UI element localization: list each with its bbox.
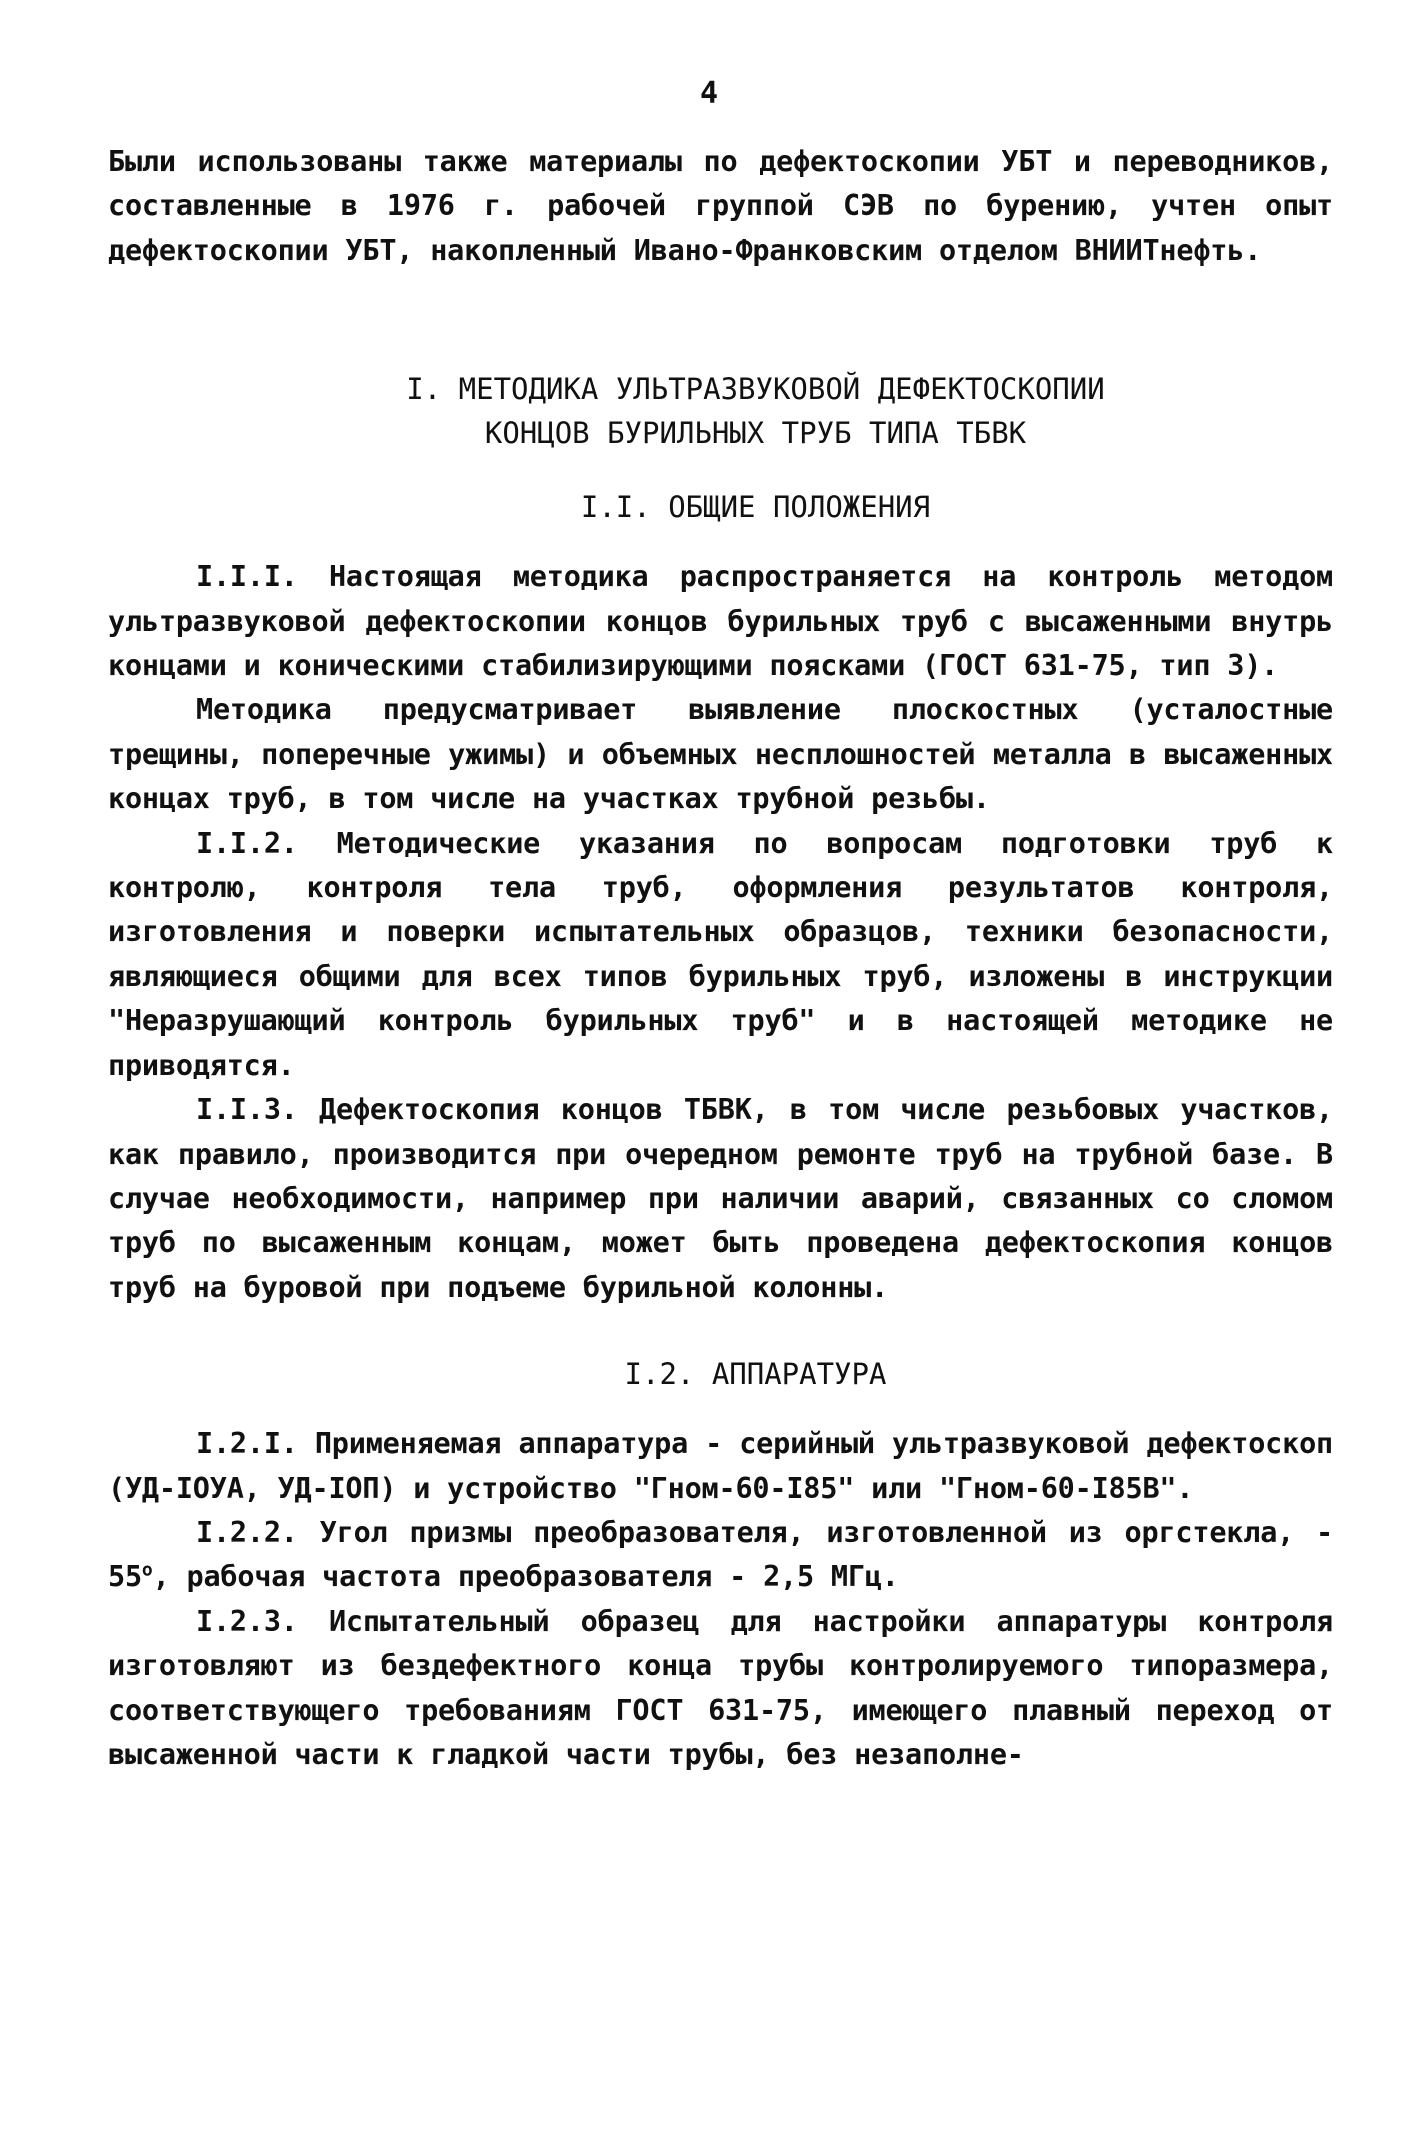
intro-paragraph: Были использованы также материалы по дефектоскопии УБТ и переводников, составленные в 1976 г. рабочей группой СЭВ по бурению, учтен опыт дефектоскопии УБТ, накопленный Ивано-Франковским отделом ВНИИТнефть. bbox=[108, 145, 1333, 267]
degree-mark: о bbox=[141, 1559, 153, 1581]
section-1-title-line1: I. МЕТОДИКА УЛЬТРАЗВУКОВОЙ ДЕФЕКТОСКОПИИ bbox=[406, 372, 1105, 407]
subsection-1-2-title: I.2. АППАРАТУРА bbox=[624, 1357, 887, 1392]
paragraph-1-2-1: I.2.I. Применяемая аппаратура - серийный ультразвуковой дефектоскоп (УД-IОУА, УД-IОП) и устройство "Гном-60-I85" или "Гном-60-I85В". bbox=[108, 1427, 1333, 1505]
page-number: 4 bbox=[699, 76, 719, 111]
paragraph-1-2-2-part1: I.2.2. Угол призмы преобразователя, изготовленной из оргстекла, - 55 bbox=[108, 1515, 1333, 1594]
paragraph-1-2-2 bbox=[108, 1511, 1333, 1600]
section-1-title-line2: КОНЦОВ БУРИЛЬНЫХ ТРУБ ТИПА ТБВК bbox=[484, 416, 1027, 451]
paragraph-1-1-1-cont: Методика предусматривает выявление плоскостных (усталостные трещины, поперечные ужимы) и объемных несплошностей металла в высаженных концах труб, в том числе на участках трубной резьбы. bbox=[108, 693, 1333, 816]
paragraph-1-1-1: I.I.I. Настоящая методика распространяется на контроль методом ультразвуковой дефектоскопии концов бурильных труб с высаженными внутрь концами и коническими стабилизирующими поясками (ГОСТ 631-75, тип 3). bbox=[108, 560, 1333, 683]
paragraph-1-2-2-part2: , рабочая частота преобразователя - 2,5 МГц. bbox=[152, 1560, 899, 1594]
paragraph-1-1-3: I.I.3. Дефектоскопия концов ТБВК, в том числе резьбовых участков, как правило, производится при очередном ремонте труб на трубной базе. В случае необходимости, например при наличии аварий, связанных со сломом труб по высаженным концам, может быть проведена дефектоскопия концов труб на буровой при подъеме бурильной колонны. bbox=[108, 1093, 1333, 1304]
paragraph-1-2-3: I.2.3. Испытательный образец для настройки аппаратуры контроля изготовляют из бездефектного конца трубы контролируемого типоразмера, соответствующего требованиям ГОСТ 631-75, имеющего плавный переход от высаженной части к гладкой части трубы, без незаполне- bbox=[108, 1604, 1333, 1771]
page-content bbox=[108, 140, 1333, 1777]
paragraph-1-1-2: I.I.2. Методические указания по вопросам подготовки труб к контролю, контроля тела труб, оформления результатов контроля, изготовления и поверки испытательных образцов, техники безопасности, являющиеся общими для всех типов бурильных труб, изложены в инструкции "Неразрушающий контроль бурильных труб" и в настоящей методике не приводятся. bbox=[108, 826, 1333, 1082]
subsection-1-1-title: I.I. ОБЩИЕ ПОЛОЖЕНИЯ bbox=[580, 490, 931, 525]
